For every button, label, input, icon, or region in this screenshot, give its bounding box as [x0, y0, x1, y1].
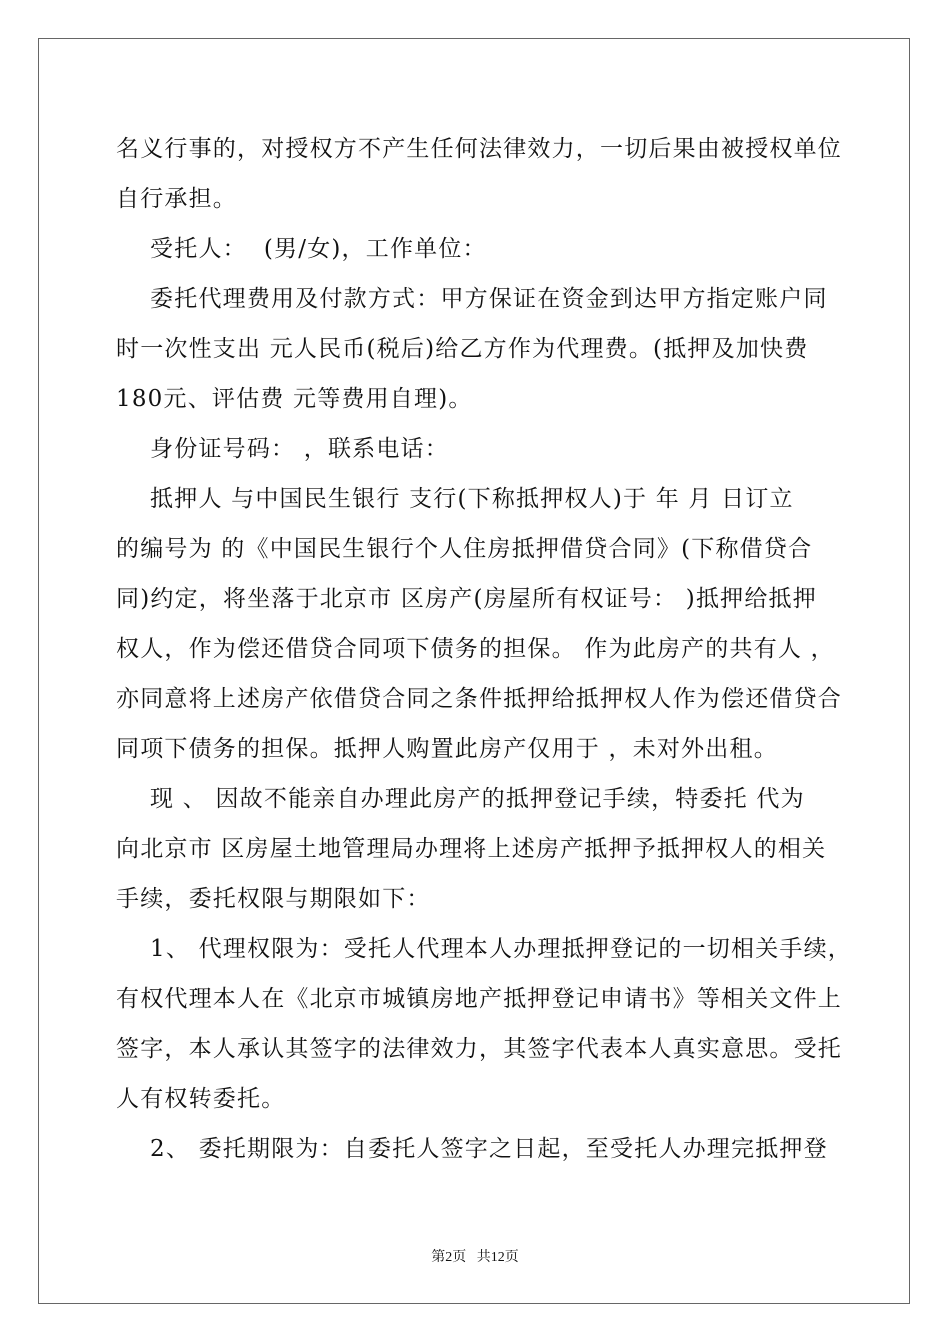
- body-text-line-13: 同项下债务的担保。抵押人购置此房产仅用于 ，未对外出租。: [116, 736, 778, 762]
- body-text-line-19: 签字，本人承认其签字的法律效力，其签字代表本人真实意思。受托: [116, 1036, 842, 1062]
- page-number-footer: 第2页 共12页: [431, 1250, 519, 1265]
- body-text-line-5: 时一次性支出 元人民币(税后)给乙方作为代理费。(抵押及加快费: [116, 336, 809, 362]
- body-text-line-10: 同)约定，将坐落于北京市 区房产(房屋所有权证号： )抵押给抵押: [116, 586, 817, 612]
- body-text-line-1: 名义行事的，对授权方不产生任何法律效力，一切后果由被授权单位: [116, 136, 842, 162]
- body-text-line-6: 180元、评估费 元等费用自理)。: [116, 386, 473, 412]
- page-border: [38, 38, 910, 1304]
- body-text-line-18: 有权代理本人在《北京市城镇房地产抵押登记申请书》等相关文件上: [116, 986, 842, 1012]
- body-text-line-2: 自行承担。: [116, 186, 237, 212]
- body-text-line-14: 现 、 因故不能亲自办理此房产的抵押登记手续，特委托 代为: [116, 786, 805, 812]
- body-text-line-12: 亦同意将上述房产依借贷合同之条件抵押给抵押权人作为偿还借贷合: [116, 686, 842, 712]
- body-text-line-3: 受托人： (男/女)，工作单位：: [116, 236, 487, 262]
- body-text-line-4: 委托代理费用及付款方式：甲方保证在资金到达甲方指定账户同: [116, 286, 828, 312]
- body-text-line-9: 的编号为 的《中国民生银行个人住房抵押借贷合同》(下称借贷合: [116, 536, 813, 562]
- body-text-line-16: 手续，委托权限与期限如下：: [116, 886, 431, 912]
- body-text-line-8: 抵押人 与中国民生银行 支行(下称抵押权人)于 年 月 日订立: [116, 486, 794, 512]
- body-text-line-21: 2、 委托期限为：自委托人签字之日起，至受托人办理完抵押登: [116, 1136, 828, 1162]
- body-text-line-7: 身份证号码： ，联系电话：: [116, 436, 449, 462]
- body-text-line-15: 向北京市 区房屋土地管理局办理将上述房产抵押予抵押权人的相关: [116, 836, 827, 862]
- body-text-line-17: 1、 代理权限为：受托人代理本人办理抵押登记的一切相关手续，: [116, 936, 852, 962]
- body-text-line-11: 权人，作为偿还借贷合同项下债务的担保。 作为此房产的共有人 ，: [116, 636, 835, 662]
- body-text-line-20: 人有权转委托。: [116, 1086, 286, 1112]
